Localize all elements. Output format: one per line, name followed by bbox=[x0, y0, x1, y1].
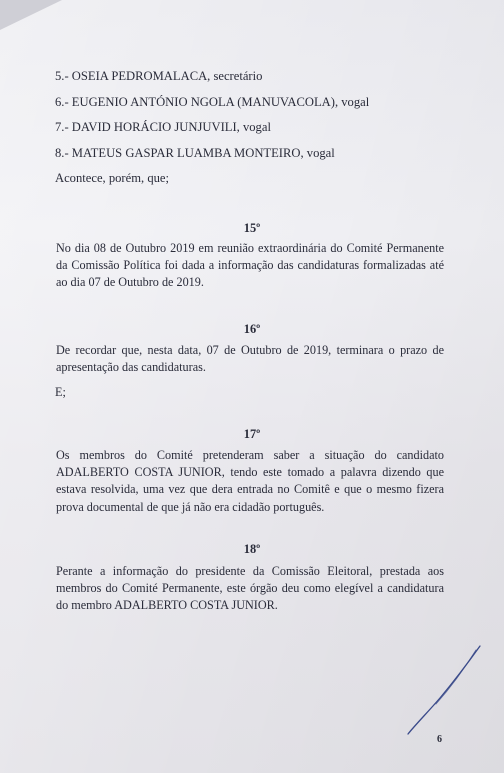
section-text-15: No dia 08 de Outubro 2019 em reunião extraordinária do Comité Permanente da Comissão Política foi dada a informação das candidaturas formalizadas até ao dia 07 de Outubro de 2019. bbox=[56, 241, 444, 290]
section-text-17: Os membros do Comité pretenderam saber a situação do candidato ADALBERTO COSTA JUNIOR, tendo este tomado a palavra dizendo que estava resolvida, uma vez que dera entrada no Comitê e que o mesmo fizera prova documental de que já não era cidadão português. bbox=[56, 448, 444, 514]
section-heading-17: 17º bbox=[243, 427, 261, 441]
connector-line: E; bbox=[55, 385, 66, 399]
section-heading-16: 16º bbox=[243, 322, 261, 336]
section-heading-18: 18º bbox=[243, 542, 261, 556]
page-corner-shadow bbox=[0, 0, 62, 30]
member-line-5: 5.- OSEIA PEDROMALACA, secretário bbox=[55, 69, 263, 83]
member-line-6: 6.- EUGENIO ANTÓNIO NGOLA (MANUVACOLA), vogal bbox=[55, 95, 370, 109]
section-heading-15: 15º bbox=[243, 221, 261, 235]
page-number: 6 bbox=[437, 734, 442, 745]
member-line-7: 7.- DAVID HORÁCIO JUNJUVILI, vogal bbox=[55, 120, 271, 134]
member-line-8: 8.- MATEUS GASPAR LUAMBA MONTEIRO, vogal bbox=[55, 146, 335, 160]
section-text-18: Perante a informação do presidente da Comissão Eleitoral, prestada aos membros do Comité Permanente, este órgão deu como elegível a candidatura do membro ADALBERTO COSTA JUNIOR. bbox=[56, 564, 444, 613]
section-text-16: De recordar que, nesta data, 07 de Outubro de 2019, terminara o prazo de apresentação das candidaturas. bbox=[56, 343, 444, 375]
signature-mark bbox=[400, 640, 490, 740]
intro-line: Acontece, porém, que; bbox=[55, 171, 169, 185]
